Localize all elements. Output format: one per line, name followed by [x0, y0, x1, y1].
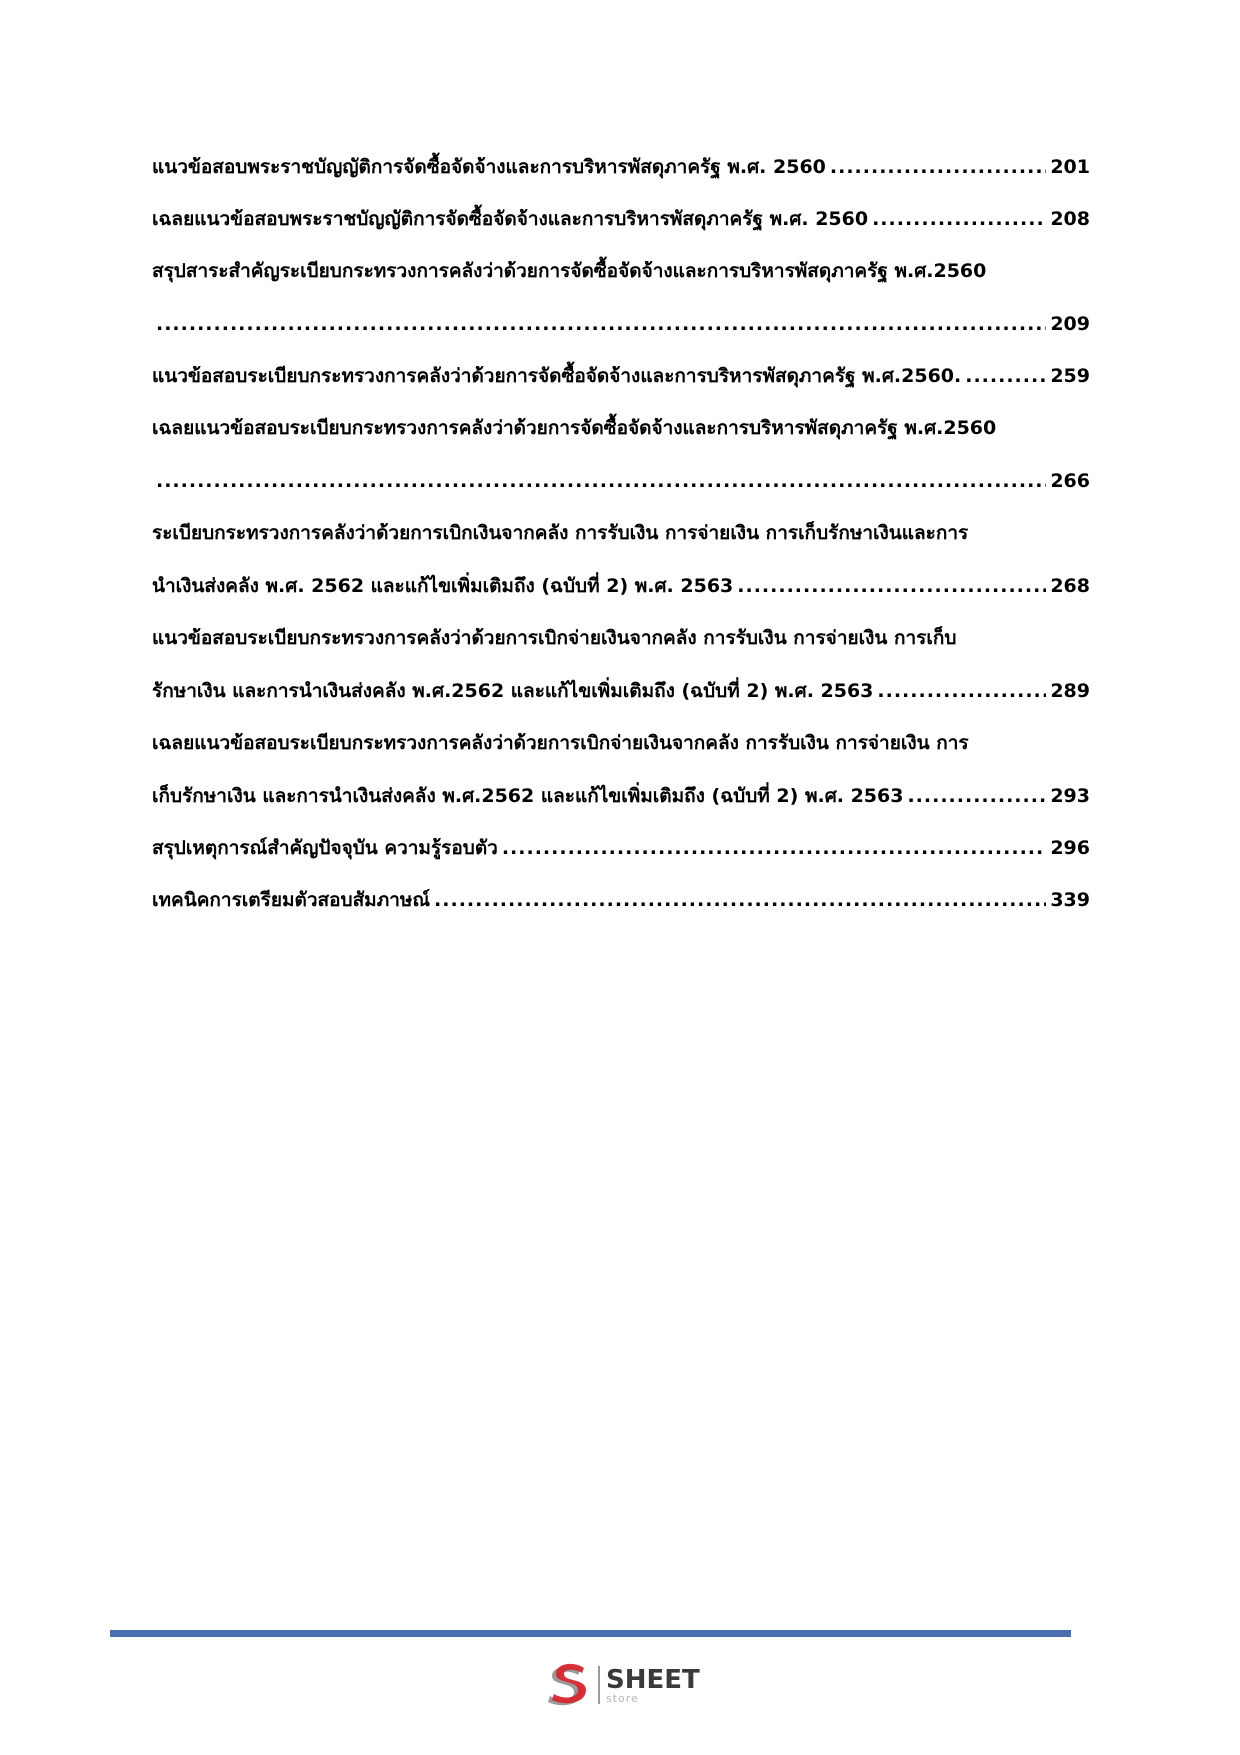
dot-leader	[434, 885, 1046, 916]
logo-word: SHEET	[606, 1664, 700, 1695]
toc-page-number: 293	[1050, 785, 1090, 807]
toc-page-number: 209	[1050, 313, 1090, 335]
toc-entry-title: ระเบียบกระทรวงการคลังว่าด้วยการเบิกเงินจากคลัง การรับเงิน การจ่ายเงิน การเก็บรักษาเงินและการ	[152, 522, 969, 544]
toc-page-number: 201	[1050, 156, 1090, 178]
toc-entry-line	[152, 781, 1090, 812]
toc-entry-title: เฉลยแนวข้อสอบระเบียบกระทรวงการคลังว่าด้วยการจัดซื้อจัดจ้างและการบริหารพัสดุภาครัฐ พ.ศ.2560	[152, 417, 997, 439]
toc-entry-title: แนวข้อสอบระเบียบกระทรวงการคลังว่าด้วยการเบิกจ่ายเงินจากคลัง การรับเงิน การจ่ายเงิน การเก็บ	[152, 627, 957, 649]
toc-page-number: 289	[1050, 680, 1090, 702]
logo-text	[606, 1664, 700, 1705]
toc-entry-title: แนวข้อสอบพระราชบัญญัติการจัดซื้อจัดจ้างและการบริหารพัสดุภาครัฐ พ.ศ. 2560	[152, 156, 826, 178]
toc-entry-line	[152, 623, 1090, 654]
toc-entry	[152, 728, 1090, 812]
dot-leader	[907, 781, 1046, 812]
toc-entry-title: เทคนิคการเตรียมตัวสอบสัมภาษณ์	[152, 889, 431, 911]
dot-leader	[156, 309, 1046, 340]
toc-page-number: 268	[1050, 575, 1090, 597]
toc-page-number: 266	[1050, 470, 1090, 492]
toc-entry-title: สรุปสาระสำคัญระเบียบกระทรวงการคลังว่าด้วยการจัดซื้อจัดจ้างและการบริหารพัสดุภาครัฐ พ.ศ.2560	[152, 260, 987, 282]
toc-page-number: 259	[1050, 365, 1090, 387]
toc-entry	[152, 152, 1090, 183]
toc-entry-line	[152, 256, 1090, 287]
toc-entry	[152, 413, 1090, 497]
toc-entry-line	[152, 518, 1090, 549]
dot-leader	[737, 571, 1046, 602]
toc-entry-title: เฉลยแนวข้อสอบระเบียบกระทรวงการคลังว่าด้วยการเบิกจ่ายเงินจากคลัง การรับเงิน การจ่ายเงิน การ	[152, 732, 969, 754]
toc-page-number: 339	[1050, 889, 1090, 911]
logo-separator	[598, 1666, 600, 1704]
footer-rule	[110, 1630, 1071, 1637]
toc-entry-line	[152, 361, 1090, 392]
dot-leader	[872, 204, 1046, 235]
toc-entry-line	[152, 309, 1090, 340]
s-logo-icon	[540, 1662, 592, 1708]
logo-subword: store	[606, 1691, 639, 1705]
toc-entry-line	[152, 204, 1090, 235]
toc-entry-line	[152, 728, 1090, 759]
toc-entry	[152, 361, 1090, 392]
toc-entry-line	[152, 833, 1090, 864]
toc-entry	[152, 204, 1090, 235]
toc-entry	[152, 518, 1090, 602]
toc-entry-line	[152, 152, 1090, 183]
table-of-contents	[152, 152, 1090, 937]
toc-entry	[152, 623, 1090, 707]
sheet-store-logo	[540, 1662, 700, 1708]
toc-page-number: 296	[1050, 837, 1090, 859]
toc-entry-line	[152, 413, 1090, 444]
toc-entry-title: สรุปเหตุการณ์สำคัญปัจจุบัน ความรู้รอบตัว	[152, 837, 498, 859]
toc-entry	[152, 885, 1090, 916]
dot-leader	[965, 361, 1046, 392]
dot-leader	[502, 833, 1046, 864]
toc-page-number: 208	[1050, 208, 1090, 230]
toc-entry-title: แนวข้อสอบระเบียบกระทรวงการคลังว่าด้วยการจัดซื้อจัดจ้างและการบริหารพัสดุภาครัฐ พ.ศ.2560.	[152, 365, 962, 387]
toc-entry-line	[152, 676, 1090, 707]
dot-leader	[830, 152, 1046, 183]
toc-entry-title: เก็บรักษาเงิน และการนำเงินส่งคลัง พ.ศ.2562 และแก้ไขเพิ่มเติมถึง (ฉบับที่ 2) พ.ศ. 2563	[152, 785, 904, 807]
toc-entry-title: เฉลยแนวข้อสอบพระราชบัญญัติการจัดซื้อจัดจ้างและการบริหารพัสดุภาครัฐ พ.ศ. 2560	[152, 208, 869, 230]
dot-leader	[156, 466, 1046, 497]
toc-entry-line	[152, 466, 1090, 497]
toc-entry	[152, 256, 1090, 340]
toc-entry-line	[152, 571, 1090, 602]
dot-leader	[877, 676, 1046, 707]
toc-entry	[152, 833, 1090, 864]
toc-entry-line	[152, 885, 1090, 916]
toc-entry-title: รักษาเงิน และการนำเงินส่งคลัง พ.ศ.2562 และแก้ไขเพิ่มเติมถึง (ฉบับที่ 2) พ.ศ. 2563	[152, 680, 874, 702]
toc-entry-title: นำเงินส่งคลัง พ.ศ. 2562 และแก้ไขเพิ่มเติมถึง (ฉบับที่ 2) พ.ศ. 2563	[152, 575, 734, 597]
